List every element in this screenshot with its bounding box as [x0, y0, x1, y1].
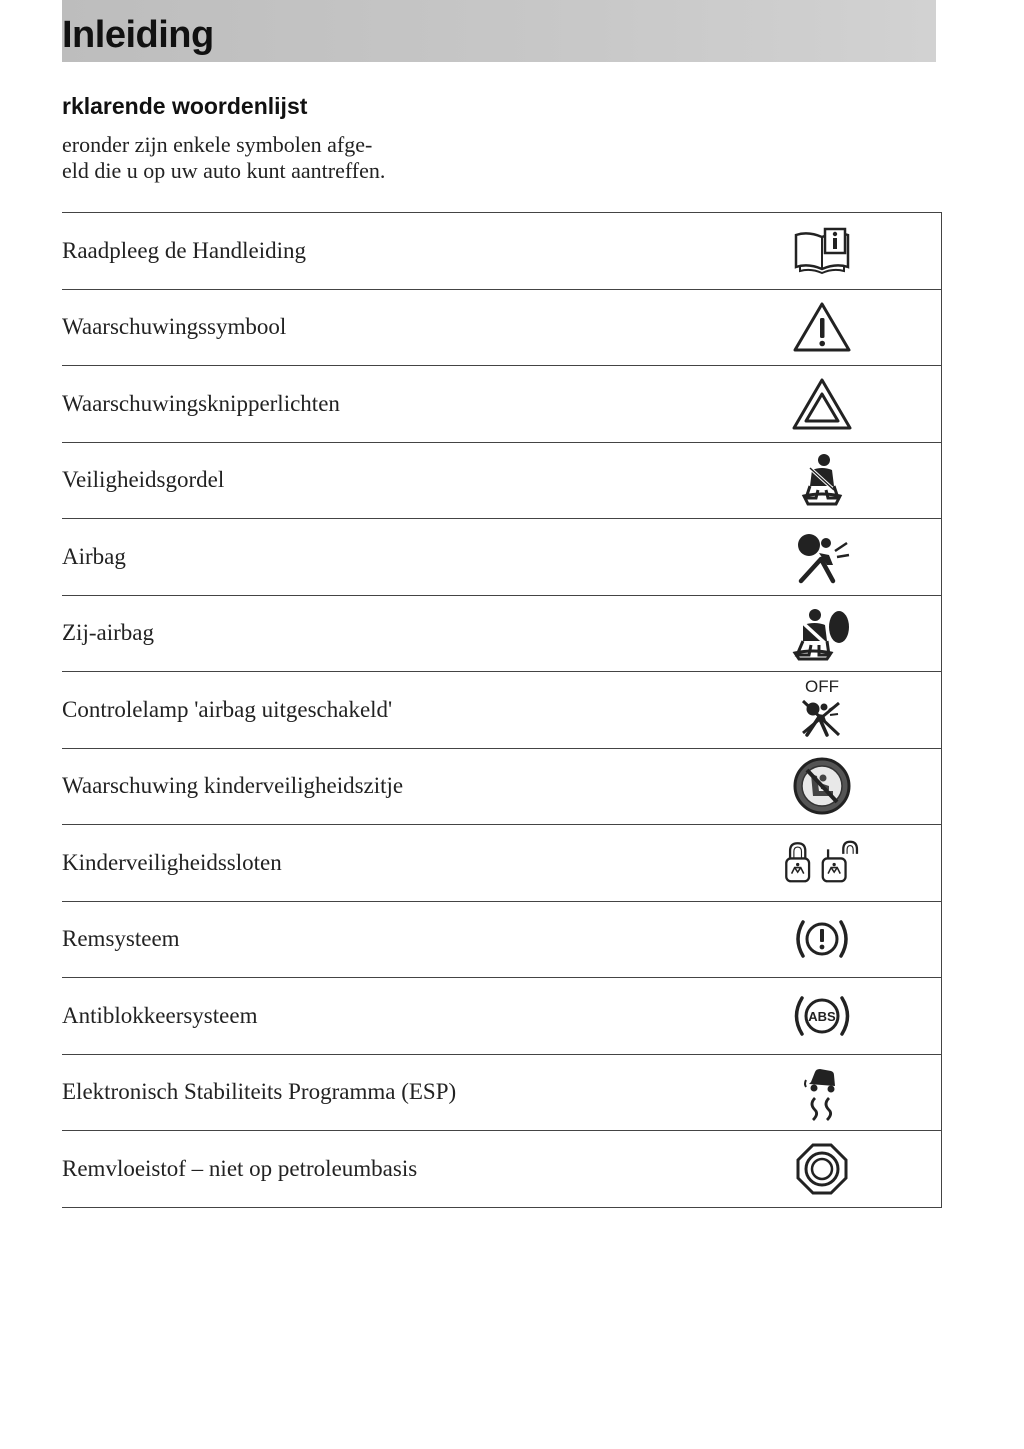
- table-row: [62, 290, 942, 367]
- warning-triangle-icon: [784, 294, 860, 360]
- table-row: [62, 672, 942, 749]
- brake-fluid-icon: [784, 1136, 860, 1202]
- table-row: [62, 749, 942, 826]
- symbol-table: [62, 212, 942, 1208]
- row-label: Waarschuwingsknipperlichten: [62, 390, 340, 416]
- intro-paragraph: [62, 132, 522, 184]
- row-label: Airbag: [62, 543, 126, 569]
- section-heading: rklarende woordenlijst: [62, 93, 308, 119]
- airbag-icon: [784, 524, 860, 590]
- table-row: [62, 213, 942, 290]
- airbag-off-text: OFF: [805, 676, 839, 696]
- intro-line-1: eronder zijn enkele symbolen afge-: [62, 132, 373, 157]
- row-label: Raadpleeg de Handleiding: [62, 237, 306, 263]
- child-seat-warning-icon: [784, 753, 860, 819]
- airbag-off-icon: [784, 677, 860, 743]
- manual-book-icon: [784, 218, 860, 284]
- row-label: Veiligheidsgordel: [62, 467, 225, 493]
- table-row: [62, 1131, 942, 1208]
- brake-system-icon: [784, 906, 860, 972]
- intro-line-2: eld die u op uw auto kunt aantreffen.: [62, 158, 386, 183]
- table-row: [62, 596, 942, 673]
- row-label: Remsysteem: [62, 926, 180, 952]
- row-label: Elektronisch Stabiliteits Programma (ESP): [62, 1079, 457, 1105]
- table-row: [62, 366, 942, 443]
- table-row: [62, 443, 942, 520]
- child-lock-icon: [784, 830, 860, 896]
- table-row: [62, 1055, 942, 1132]
- table-row: [62, 519, 942, 596]
- seatbelt-icon: [784, 447, 860, 513]
- row-label: Controlelamp 'airbag uitgeschakeld': [62, 696, 393, 722]
- row-label: Antiblokkeersysteem: [62, 1002, 258, 1028]
- row-label: Waarschuwingssymbool: [62, 314, 287, 340]
- table-row: [62, 978, 942, 1055]
- table-row: [62, 825, 942, 902]
- page-title: Inleiding: [62, 14, 214, 56]
- abs-icon: [784, 983, 860, 1049]
- row-label: Kinderveiligheidssloten: [62, 849, 282, 875]
- abs-text: ABS: [808, 1008, 836, 1024]
- row-label: Remvloeistof – niet op petroleumbasis: [62, 1155, 418, 1181]
- row-label: Waarschuwing kinderveiligheidszitje: [62, 773, 404, 799]
- esp-icon: [784, 1059, 860, 1125]
- side-airbag-icon: [784, 600, 860, 666]
- hazard-lights-icon: [784, 371, 860, 437]
- table-row: [62, 902, 942, 979]
- row-label: Zij-airbag: [62, 620, 154, 646]
